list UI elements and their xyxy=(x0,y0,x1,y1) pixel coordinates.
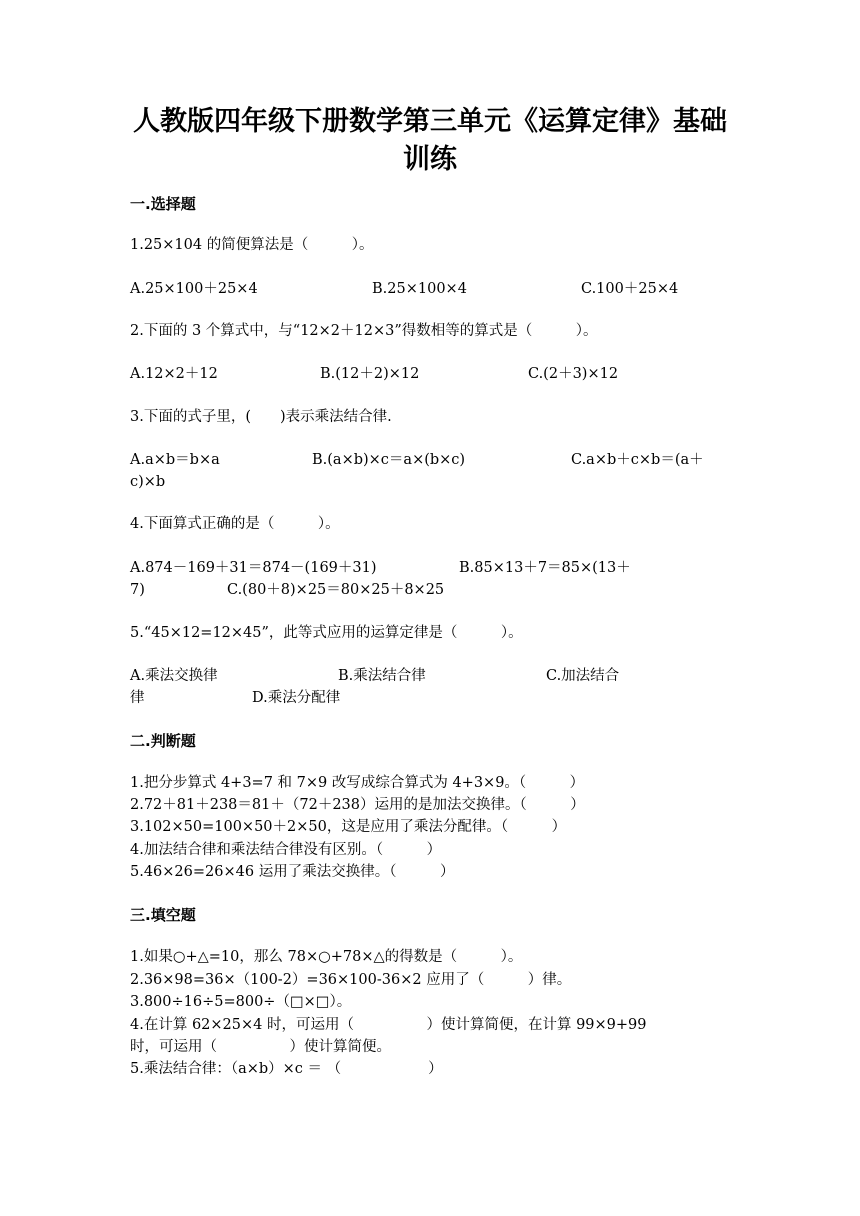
page-title-line-2: 训练 xyxy=(403,144,457,175)
page-title xyxy=(110,103,750,179)
choice-q2-stem: 2.下面的 3 个算式中，与“12×2＋12×3”得数相等的算式是（ ）。 xyxy=(130,323,598,339)
judge-item-5: 5.46×26=26×46 运用了乘法交换律。（ ） xyxy=(130,864,455,880)
choice-q1-option-a: A.25×100＋25×4 xyxy=(130,281,258,297)
section-heading-fill: 三.填空题 xyxy=(130,906,196,924)
choice-q3-option-a: A.a×b＝b×a xyxy=(130,452,220,468)
fill-item-4: 4.在计算 62×25×4 时，可运用（ ）使计算简便，在计算 99×9+99 xyxy=(130,1017,647,1033)
choice-q5-option-c: C.加法结合 xyxy=(546,668,620,684)
judge-item-3: 3.102×50=100×50＋2×50，这是应用了乘法分配律。（ ） xyxy=(130,819,567,835)
choice-q5-option-b: B.乘法结合律 xyxy=(338,668,426,684)
choice-q3-option-b: B.(a×b)×c＝a×(b×c) xyxy=(312,452,466,468)
choice-q3-option-c: C.a×b＋c×b＝(a＋ xyxy=(571,452,704,468)
choice-q3-stem: 3.下面的式子里，( )表示乘法结合律. xyxy=(130,409,392,425)
choice-q2-option-b: B.(12＋2)×12 xyxy=(320,366,420,382)
choice-q2-option-a: A.12×2＋12 xyxy=(130,366,218,382)
choice-q2-option-c: C.(2＋3)×12 xyxy=(528,366,619,382)
choice-q4-option-c: C.(80＋8)×25＝80×25＋8×25 xyxy=(227,582,445,598)
judge-item-4: 4.加法结合律和乘法结合律没有区别。（ ） xyxy=(130,842,442,858)
judge-item-1: 1.把分步算式 4+3=7 和 7×9 改写成综合算式为 4+3×9。（ ） xyxy=(130,775,585,791)
choice-q5-option-a: A.乘法交换律 xyxy=(130,668,218,684)
choice-q1-option-c: C.100＋25×4 xyxy=(581,281,679,297)
choice-q5-option-c-continued: 律 xyxy=(130,690,145,706)
fill-item-5: 5.乘法结合律：（a×b）×c ＝ （ ） xyxy=(130,1061,443,1077)
choice-q1-option-b: B.25×100×4 xyxy=(372,281,467,297)
choice-q3-option-c-continued: c)×b xyxy=(130,474,166,490)
section-heading-choice: 一.选择题 xyxy=(130,195,196,213)
choice-q5-stem: 5.“45×12=12×45”，此等式应用的运算定律是（ ）。 xyxy=(130,625,523,641)
choice-q4-stem: 4.下面算式正确的是（ ）。 xyxy=(130,516,340,532)
fill-item-4-continued: 时，可运用（ ）使计算简便。 xyxy=(130,1039,391,1055)
fill-item-3: 3.800÷16÷5=800÷（□×□）。 xyxy=(130,994,352,1010)
fill-item-2: 2.36×98=36×（100-2）=36×100-36×2 应用了（ ）律。 xyxy=(130,972,572,988)
choice-q4-option-a: A.874－169＋31＝874－(169＋31) xyxy=(130,560,377,576)
page-title-line-1: 人教版四年级下册数学第三单元《运算定律》基础 xyxy=(133,106,727,137)
choice-q1-stem: 1.25×104 的简便算法是（ ）。 xyxy=(130,237,374,253)
choice-q5-option-d: D.乘法分配律 xyxy=(252,690,341,706)
choice-q4-option-b-continued: 7) xyxy=(130,582,145,598)
fill-item-1: 1.如果○+△=10，那么 78×○+78×△的得数是（ ）。 xyxy=(130,949,523,965)
judge-item-2: 2.72＋81＋238＝81＋（72＋238）运用的是加法交换律。（ ） xyxy=(130,797,585,813)
section-heading-judge: 二.判断题 xyxy=(130,732,196,750)
choice-q4-option-b: B.85×13＋7＝85×(13＋ xyxy=(459,560,631,576)
